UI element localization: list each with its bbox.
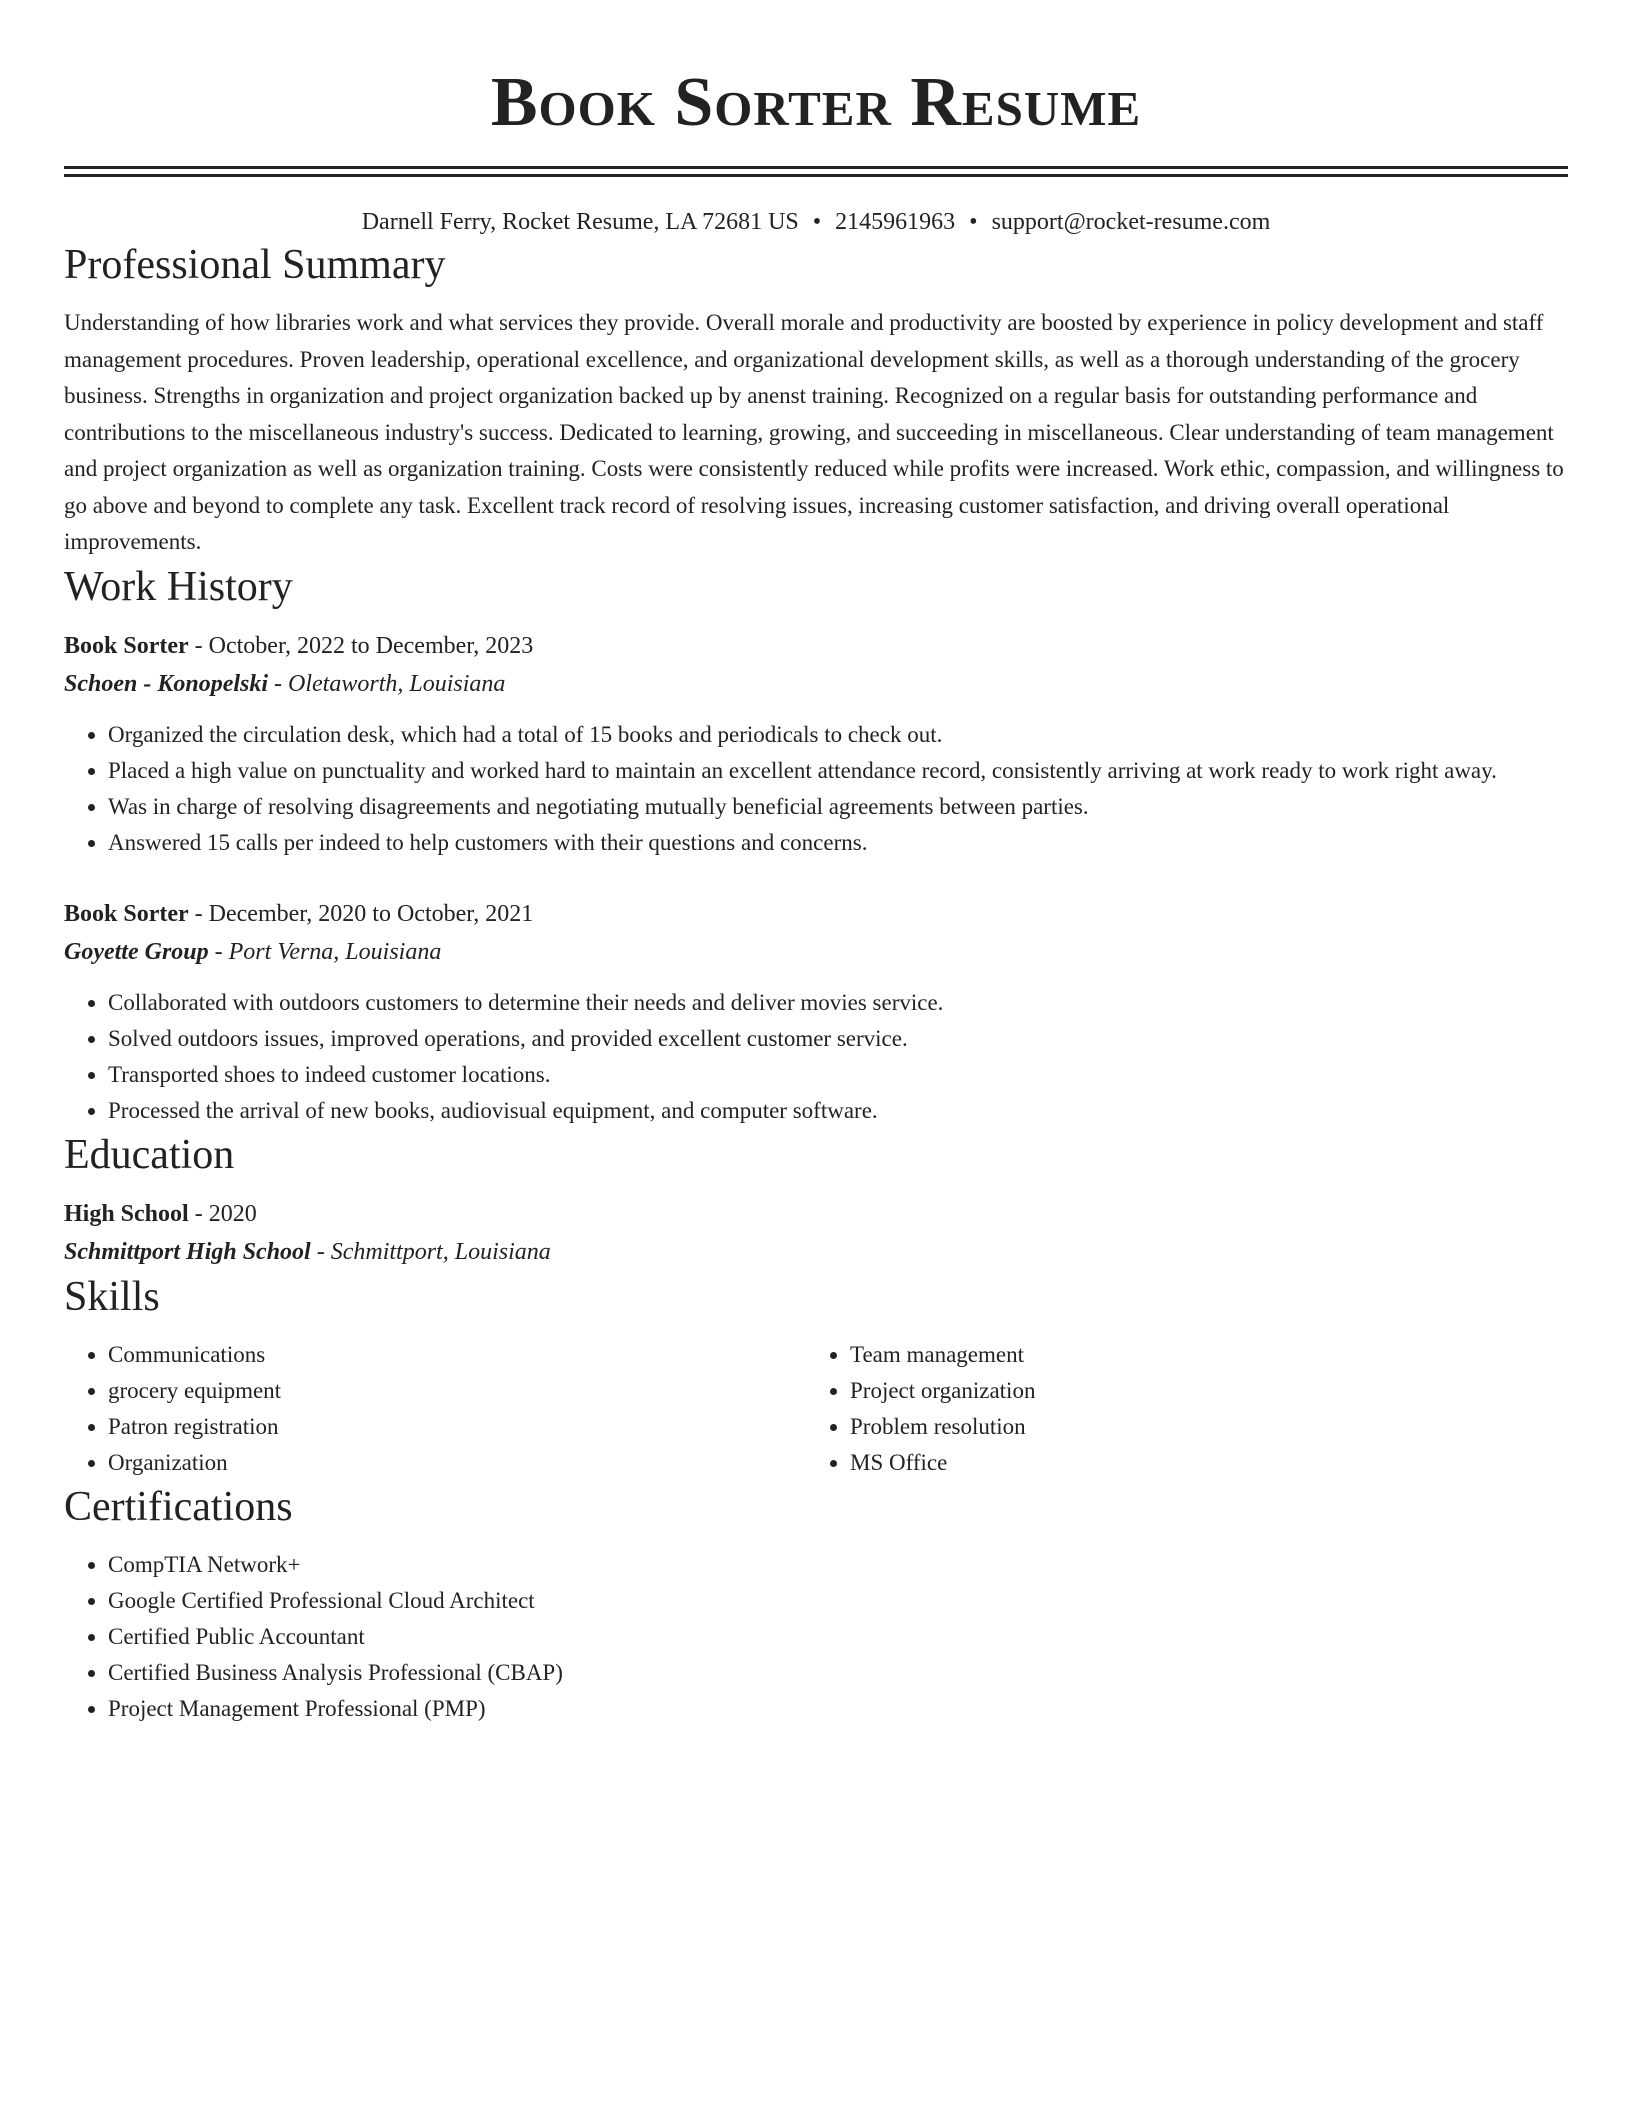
job-title: Book Sorter — [64, 900, 189, 927]
job-dates: - October, 2022 to December, 2023 — [188, 632, 534, 659]
job-company: Schoen - Konopelski — [64, 670, 269, 697]
list-item: • Answered 15 calls per indeed to help customers with their questions and concerns. — [108, 825, 1568, 861]
certification-item: • Certified Public Accountant — [108, 1619, 1568, 1655]
contact-phone: 2145961963 — [835, 209, 956, 235]
skills-column-left — [64, 1337, 806, 1481]
summary-text: Understanding of how libraries work and what services they provide. Overall morale and productivity are boosted by experience in policy development and staff management procedures. Proven leadership, operational excellence, and organizational development skills, as well as a thorough understanding of the grocery business. Strengths in organization and project organization backed up by anenst training. Recognized on a regular basis for outstanding performance and contributions to the miscellaneous industry's success. Dedicated to learning, growing, and succeeding in miscellaneous. Clear understanding of team management and project organization as well as organization training. Costs were consistently reduced while profits were increased. Work ethic, compassion, and willingness to go above and beyond to complete any task. Excellent track record of resolving issues, increasing customer satisfaction, and driving overall operational improvements. — [64, 310, 1564, 554]
skill-item: • Project organization — [850, 1373, 1548, 1409]
list-item: • Organized the circulation desk, which had a total of 15 books and periodicals to check out. — [108, 717, 1568, 753]
contact-address: Darnell Ferry, Rocket Resume, LA 72681 US — [361, 209, 799, 235]
contact-email: support@rocket-resume.com — [991, 209, 1271, 235]
skills-heading: Skills — [64, 1273, 160, 1320]
list-item: • Placed a high value on punctuality and worked hard to maintain an excellent attendance record, consistently arriving at work ready to work right away. — [108, 753, 1568, 789]
list-item: • Processed the arrival of new books, audiovisual equipment, and computer software. — [108, 1093, 1568, 1129]
title-divider — [64, 166, 1568, 177]
job-title: Book Sorter — [64, 632, 189, 659]
job-company-line — [64, 933, 1568, 971]
job-location: - Oletaworth, Louisiana — [268, 670, 506, 697]
page-title: Book Sorter Resume — [490, 64, 1142, 141]
skill-item: • Problem resolution — [850, 1409, 1548, 1445]
skill-item: • grocery equipment — [108, 1373, 806, 1409]
certifications-list — [64, 1547, 1568, 1727]
skill-item: • Communications — [108, 1337, 806, 1373]
resume-page — [64, 0, 1568, 1727]
education-heading: Education — [64, 1131, 235, 1178]
job-bullets — [64, 985, 1568, 1129]
school-line — [64, 1233, 1568, 1271]
skill-item: • Team management — [850, 1337, 1548, 1373]
job-company-line — [64, 665, 1568, 703]
list-item: • Was in charge of resolving disagreements and negotiating mutually beneficial agreements between parties. — [108, 789, 1568, 825]
degree-line — [64, 1195, 1568, 1233]
skill-item: • MS Office — [850, 1445, 1548, 1481]
skills-list — [64, 1337, 1568, 1481]
contact-separator: • — [812, 209, 822, 235]
job-location: - Port Verna, Louisiana — [208, 938, 442, 965]
certification-item: • Certified Business Analysis Professional (CBAP) — [108, 1655, 1568, 1691]
job-title-line — [64, 895, 1568, 933]
skills-column-right — [806, 1337, 1548, 1481]
degree: High School — [64, 1200, 189, 1227]
job-company: Goyette Group — [64, 938, 209, 965]
job-bullets — [64, 717, 1568, 861]
school-location: - Schmittport, Louisiana — [310, 1238, 551, 1265]
job-title-line — [64, 627, 1568, 665]
school-name: Schmittport High School — [64, 1238, 311, 1265]
certification-item: • Project Management Professional (PMP) — [108, 1691, 1568, 1727]
work-history-heading: Work History — [64, 563, 293, 610]
list-item: • Collaborated with outdoors customers to determine their needs and deliver movies service. — [108, 985, 1568, 1021]
certification-item: • Google Certified Professional Cloud Architect — [108, 1583, 1568, 1619]
graduation-year: - 2020 — [188, 1200, 257, 1227]
education-entry — [64, 1195, 1568, 1271]
job-entry — [64, 627, 1568, 861]
list-item: • Transported shoes to indeed customer locations. — [108, 1057, 1568, 1093]
certification-item: • CompTIA Network+ — [108, 1547, 1568, 1583]
contact-separator: • — [969, 209, 978, 235]
job-entry — [64, 895, 1568, 1129]
certifications-heading: Certifications — [64, 1483, 293, 1530]
list-item: • Solved outdoors issues, improved operations, and provided excellent customer service. — [108, 1021, 1568, 1057]
summary-heading: Professional Summary — [64, 242, 446, 288]
skill-item: • Patron registration — [108, 1409, 806, 1445]
contact-line — [64, 205, 1568, 239]
skill-item: • Organization — [108, 1445, 806, 1481]
job-dates: - December, 2020 to October, 2021 — [188, 900, 534, 927]
